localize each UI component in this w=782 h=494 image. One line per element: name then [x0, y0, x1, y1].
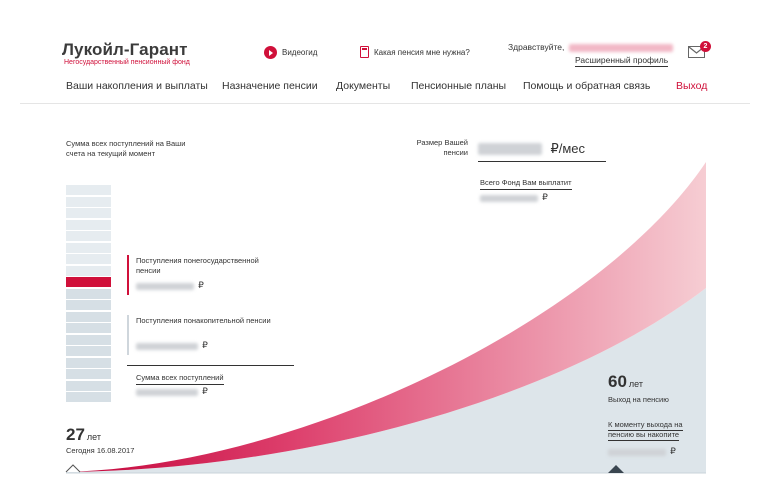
stack-segment: [66, 254, 111, 264]
stack-segment: [66, 312, 111, 322]
nav-help-feedback[interactable]: Помощь и обратная связь: [523, 80, 651, 92]
retirement-age-unit: лет: [628, 379, 644, 389]
stack-segment: [66, 381, 111, 391]
stack-segment: [66, 392, 111, 402]
fund-total-link[interactable]: Всего Фонд Вам выплатит: [480, 178, 572, 190]
retirement-age-number: 60: [608, 372, 627, 391]
funded-pension-value: ₽: [136, 340, 208, 351]
pension-amount-redacted: [478, 143, 542, 155]
total-amount-redacted: [136, 389, 198, 396]
stack-segment: [66, 346, 111, 356]
fund-total-value: ₽: [480, 192, 548, 203]
today-marker-icon: [66, 465, 80, 472]
stack-segment: [66, 231, 111, 241]
accumulate-link[interactable]: К моменту выхода на пенсию вы накопите: [608, 420, 683, 439]
mail-count-badge: 2: [700, 41, 711, 52]
logo-title[interactable]: Лукойл-Гарант: [62, 40, 188, 59]
funded-pension-label: Поступления понакопительной пенсии: [136, 316, 271, 325]
extended-profile-link[interactable]: Расширенный профиль: [575, 55, 669, 65]
nav-documents[interactable]: Документы: [336, 80, 391, 92]
stack-segment: [66, 335, 111, 345]
stack-segment: [66, 208, 111, 218]
logo-subtitle: Негосударственный пенсионный фонд: [64, 59, 190, 66]
funded-indicator: [127, 315, 129, 355]
greeting-text: Здравствуйте,: [508, 42, 565, 52]
nav-pension-plans[interactable]: Пенсионные планы: [411, 80, 507, 92]
stack-segment: [66, 185, 111, 195]
stack-segment: [66, 220, 111, 230]
today-date: Сегодня 16.08.2017: [66, 446, 135, 455]
stack-segment: [66, 300, 111, 310]
current-age-number: 27: [66, 425, 85, 444]
pension-size-value: ₽/мес: [478, 140, 585, 158]
nonstate-pension-value: ₽: [136, 280, 204, 291]
funded-amount-redacted: [136, 343, 198, 350]
stack-segment: [66, 358, 111, 368]
stack-segment: [66, 369, 111, 379]
total-contributions-caption: Сумма всех поступлений на Ваши счета на текущий момент: [66, 139, 186, 158]
pension-calculator-label: Какая пенсия мне нужна?: [374, 47, 470, 57]
pension-size-label: Размер Вашей пенсии: [416, 138, 468, 157]
pension-size-underline: [478, 161, 606, 162]
retirement-label: Выход на пенсию: [608, 395, 669, 404]
total-divider: [127, 365, 294, 366]
nonstate-pension-label: Поступления понегосударственной пенсии: [136, 256, 259, 275]
accumulate-value: ₽: [608, 446, 676, 457]
nav-pension-assignment[interactable]: Назначение пенсии: [222, 80, 318, 92]
stack-segment: [66, 266, 111, 276]
retirement-age: [608, 372, 643, 392]
stack-segment: [66, 277, 111, 287]
current-age-unit: лет: [86, 432, 102, 442]
nonstate-indicator: [127, 255, 129, 295]
stack-segment: [66, 197, 111, 207]
stack-segment: [66, 243, 111, 253]
total-contributions-value: ₽: [136, 386, 208, 397]
stack-segment: [66, 323, 111, 333]
fund-amount-redacted: [480, 195, 538, 202]
total-contributions-link[interactable]: Сумма всех поступлений: [136, 373, 224, 385]
accumulate-amount-redacted: [608, 449, 666, 456]
current-age: [66, 425, 101, 445]
stack-segment: [66, 289, 111, 299]
nonstate-amount-redacted: [136, 283, 194, 290]
nav-savings-payments[interactable]: Ваши накопления и выплаты: [66, 80, 208, 92]
video-guide-label: Видеогид: [282, 48, 318, 57]
nav-exit[interactable]: Выход: [676, 80, 708, 92]
